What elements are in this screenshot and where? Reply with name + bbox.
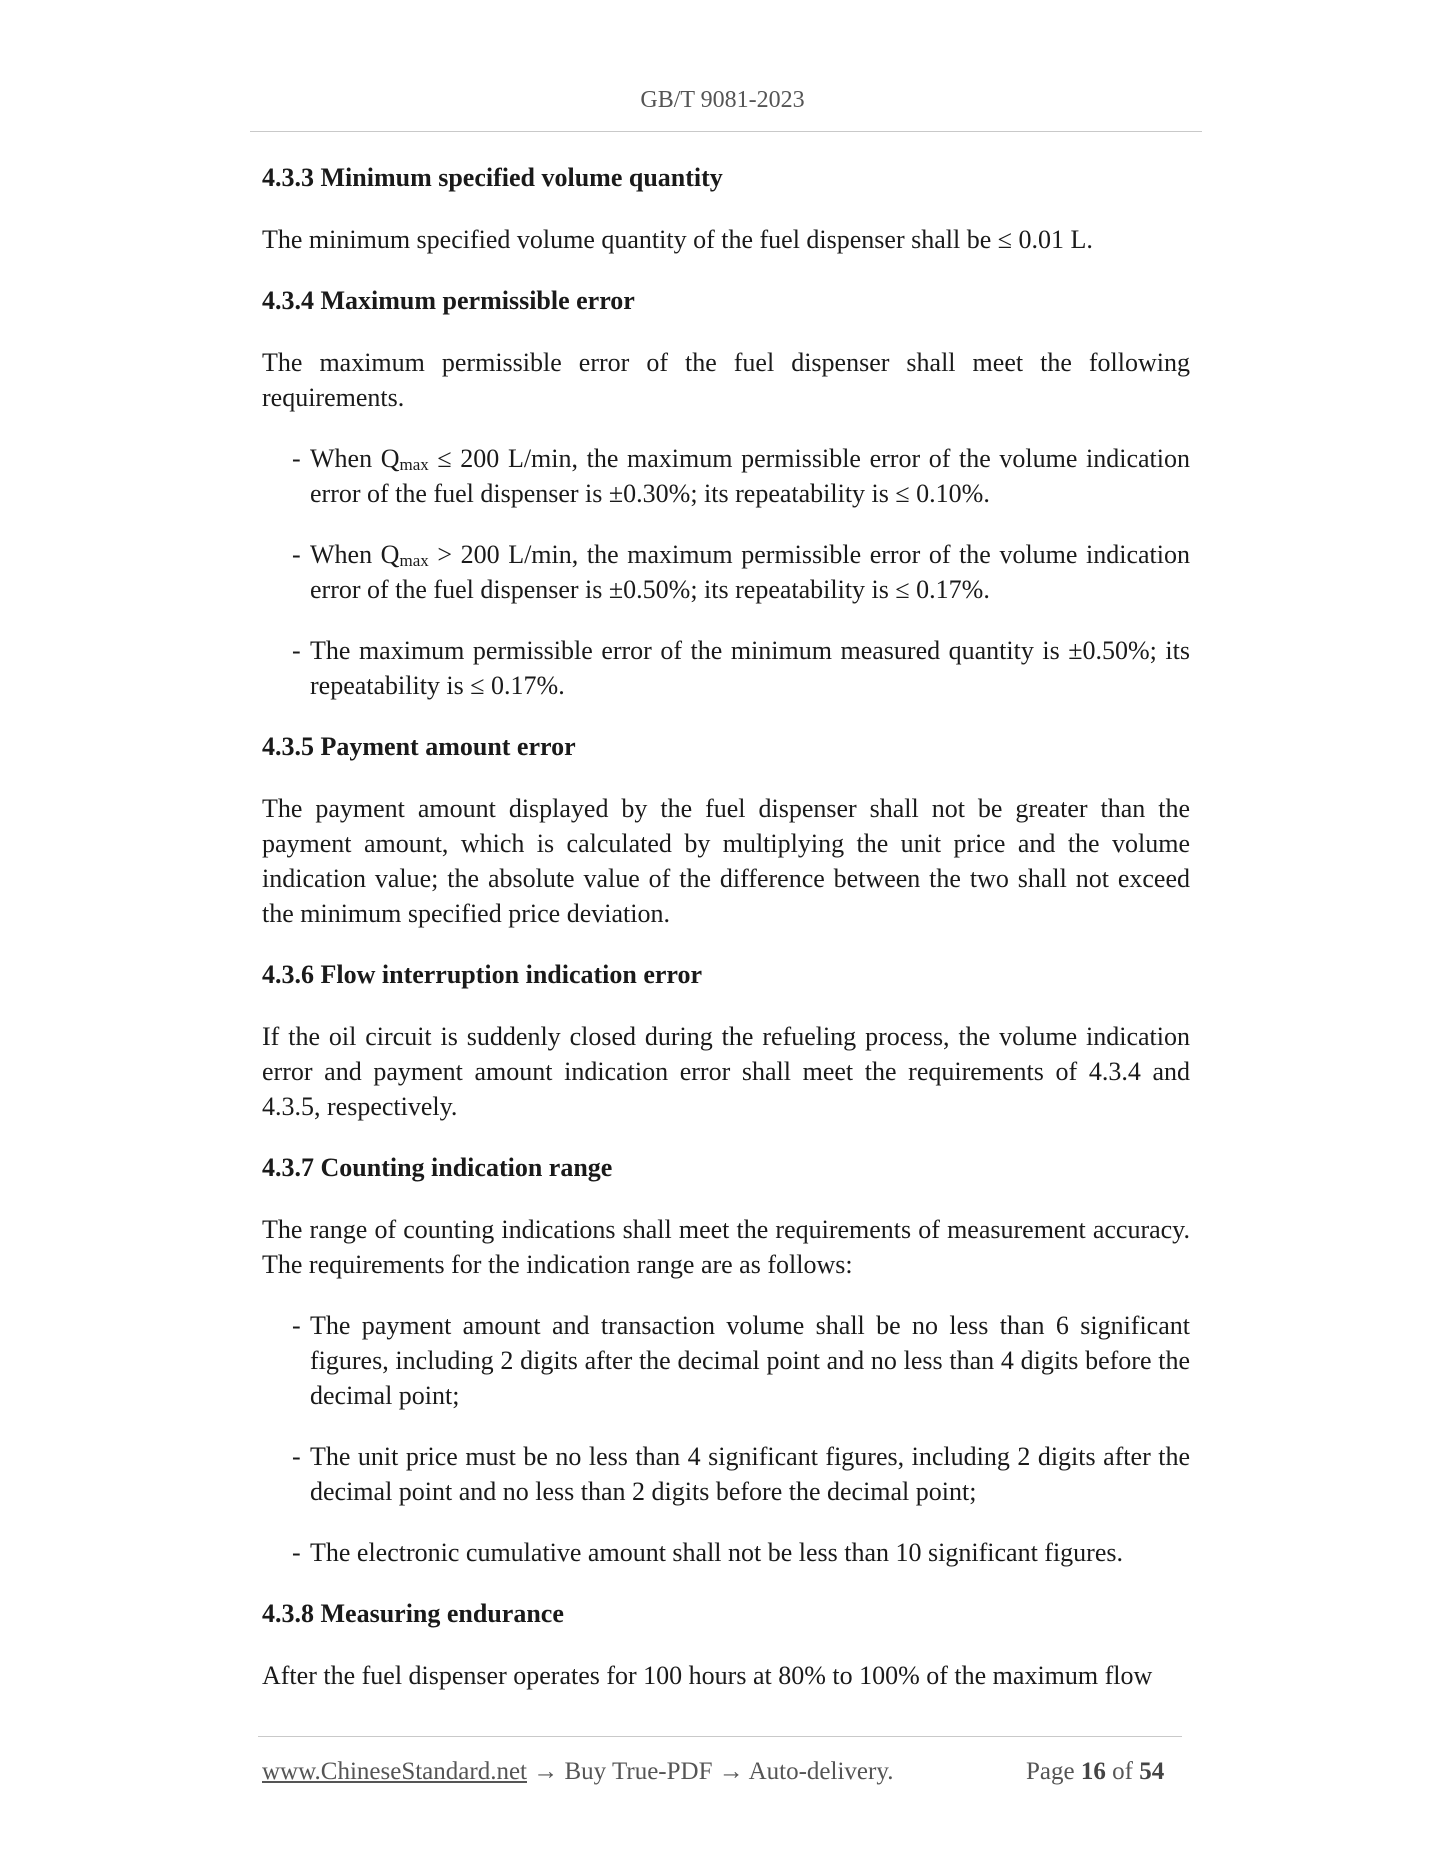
list-item xyxy=(262,633,1190,703)
page-indicator xyxy=(1026,1756,1164,1788)
list-item-text-pre: When Q xyxy=(310,444,400,473)
bullet-dash: - xyxy=(292,636,301,665)
bullet-dash: - xyxy=(292,1311,301,1340)
list-item-text: The payment amount and transaction volume shall be no less than 6 significant figures, including 2 digits after the decimal point and no less than 4 digits before the decimal point; xyxy=(310,1311,1190,1410)
section-heading-4-3-8: 4.3.8 Measuring endurance xyxy=(262,1599,564,1628)
page-word: Page xyxy=(1026,1758,1075,1785)
list-item-text: The unit price must be no less than 4 significant figures, including 2 digits after the decimal point and no less than 2 digits before the decimal point; xyxy=(310,1442,1190,1506)
section-heading-4-3-6: 4.3.6 Flow interruption indication error xyxy=(262,960,703,989)
list-item xyxy=(262,1308,1190,1413)
list-item xyxy=(262,1535,1190,1570)
arrow-right-icon: → xyxy=(718,1758,744,1785)
section-heading-4-3-3: 4.3.3 Minimum specified volume quantity xyxy=(262,163,723,192)
current-page-number: 16 xyxy=(1080,1758,1106,1785)
bullet-dash: - xyxy=(292,1442,301,1471)
bullet-dash: - xyxy=(292,1538,301,1567)
bullet-dash: - xyxy=(292,540,301,569)
list-item-text-post: > 200 L/min, the maximum permissible error of the volume indication error of the fuel dispenser is ±0.50%; its repeatability is ≤ 0.17%. xyxy=(310,540,1191,604)
section-heading-4-3-4: 4.3.4 Maximum permissible error xyxy=(262,286,635,315)
header-divider xyxy=(250,131,1202,132)
list-item xyxy=(262,441,1190,511)
arrow-right-icon: → xyxy=(533,1758,559,1785)
buy-true-pdf-text: Buy True-PDF xyxy=(564,1758,713,1785)
section-paragraph-4-3-8: After the fuel dispenser operates for 100 hours at 80% to 100% of the maximum flow xyxy=(262,1661,1153,1690)
list-item xyxy=(262,537,1190,607)
subscript-max: max xyxy=(399,455,429,474)
footer-links xyxy=(262,1756,893,1788)
list-item-text: The electronic cumulative amount shall not be less than 10 significant figures. xyxy=(310,1538,1123,1567)
list-item-text: The maximum permissible error of the minimum measured quantity is ±0.50%; its repeatability is ≤ 0.17%. xyxy=(310,636,1190,700)
total-pages-number: 54 xyxy=(1139,1758,1165,1785)
of-word: of xyxy=(1112,1758,1133,1785)
section-paragraph-4-3-5: The payment amount displayed by the fuel dispenser shall not be greater than the payment amount, which is calculated by multiplying the unit price and the volume indication value; the absolute value of the difference between the two shall not exceed the minimum specified price deviation. xyxy=(262,794,1190,928)
subscript-max: max xyxy=(399,551,429,570)
site-link[interactable]: www.ChineseStandard.net xyxy=(262,1758,527,1785)
running-header: GB/T 9081-2023 xyxy=(640,87,805,113)
section-paragraph-4-3-3: The minimum specified volume quantity of the fuel dispenser shall be ≤ 0.01 L. xyxy=(262,225,1093,254)
section-paragraph-4-3-7: The range of counting indications shall meet the requirements of measurement accuracy. The requirements for the indication range are as follows: xyxy=(262,1215,1190,1279)
list-item xyxy=(262,1439,1190,1509)
section-heading-4-3-7: 4.3.7 Counting indication range xyxy=(262,1153,613,1182)
section-paragraph-4-3-6: If the oil circuit is suddenly closed during the refueling process, the volume indication error and payment amount indication error shall meet the requirements of 4.3.4 and 4.3.5, respectively. xyxy=(262,1022,1190,1121)
document-body xyxy=(262,160,1190,1719)
auto-delivery-text: Auto-delivery. xyxy=(748,1758,894,1785)
list-item-text-post: ≤ 200 L/min, the maximum permissible error of the volume indication error of the fuel dispenser is ±0.30%; its repeatability is ≤ 0.10%. xyxy=(310,444,1191,508)
footer-divider xyxy=(258,1736,1182,1737)
section-paragraph-4-3-4: The maximum permissible error of the fuel dispenser shall meet the following requirements. xyxy=(262,348,1190,412)
section-heading-4-3-5: 4.3.5 Payment amount error xyxy=(262,732,576,761)
list-item-text-pre: When Q xyxy=(310,540,400,569)
bullet-dash: - xyxy=(292,444,301,473)
